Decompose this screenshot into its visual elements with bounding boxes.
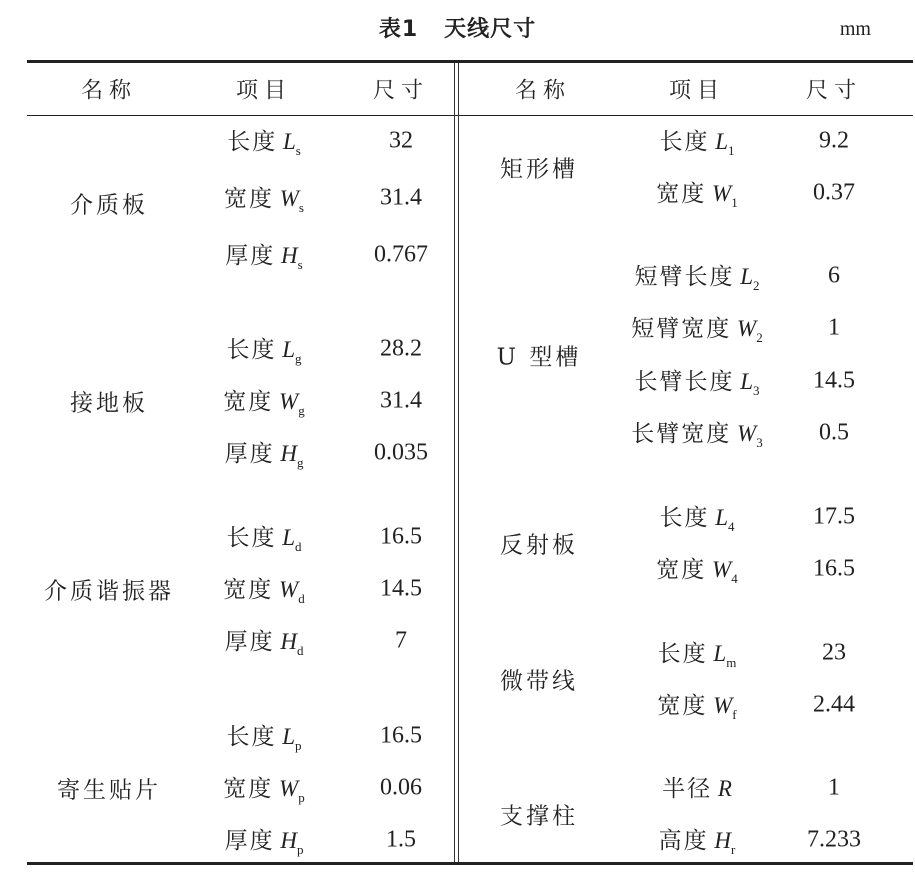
dimension-subscript: d (295, 539, 302, 554)
dimension-symbol: W (706, 181, 732, 206)
dimension-label: 厚度 (224, 441, 275, 467)
dimension-item (631, 415, 762, 451)
dimension-label: 长度 (226, 525, 277, 551)
dimension-label: 高度 (658, 828, 709, 854)
header-size-right: 尺寸 (805, 78, 863, 104)
dimension-value: 31.4 (380, 184, 422, 211)
dimension-value: 14.5 (380, 575, 422, 602)
dimension-item (225, 435, 304, 471)
dimension-value: 17.5 (813, 503, 855, 530)
dimension-item (225, 822, 304, 858)
dimension-subscript: d (298, 591, 305, 606)
dimension-subscript: 2 (753, 278, 760, 293)
dimension-label: 短臂宽度 (631, 316, 732, 342)
dimension-symbol: L (276, 337, 296, 362)
dimension-item (656, 175, 737, 211)
dimension-value: 0.06 (380, 774, 422, 801)
dimension-item (659, 123, 734, 159)
dimension-label: 厚度 (224, 629, 275, 655)
dimension-symbol: L (277, 129, 296, 154)
dimension-value: 0.37 (813, 179, 855, 206)
dimension-subscript: d (296, 643, 304, 658)
dimension-value: 31.4 (380, 387, 422, 414)
dimension-value: 1 (828, 314, 840, 341)
dimension-subscript: g (296, 455, 304, 470)
dimension-symbol: L (709, 505, 729, 530)
dimension-item (662, 770, 732, 806)
dimension-value: 6 (828, 262, 840, 289)
group-name: 支撑柱 (500, 803, 578, 830)
dimension-label: 厚度 (224, 828, 275, 854)
dimension-symbol: L (734, 369, 754, 394)
header-size-left: 尺寸 (372, 78, 430, 104)
dimension-label: 长度 (657, 641, 708, 667)
dimension-symbol: L (276, 525, 296, 550)
dimension-subscript: 2 (756, 330, 763, 345)
top-rule (27, 60, 913, 63)
dimension-value: 0.5 (819, 419, 849, 446)
dimension-value: 7 (395, 627, 407, 654)
group-name: 寄生贴片 (57, 777, 161, 804)
dimension-subscript: f (732, 707, 737, 722)
dimension-item (656, 551, 737, 587)
dimension-subscript: s (295, 143, 301, 158)
dimension-symbol: W (731, 316, 757, 341)
dimension-value: 16.5 (380, 523, 422, 550)
dimension-symbol: W (706, 557, 732, 582)
dimension-item (226, 519, 301, 555)
dimension-label: 厚度 (225, 243, 276, 269)
dimension-symbol: H (274, 828, 297, 853)
dimension-label: 半径 (662, 776, 713, 802)
unit-label: mm (839, 18, 871, 40)
dimension-item (227, 123, 301, 159)
dimension-value: 28.2 (380, 335, 422, 362)
dimension-subscript: s (297, 257, 303, 272)
dimension-subscript: g (298, 403, 305, 418)
dimension-item (634, 258, 759, 294)
dimension-symbol: W (273, 776, 299, 801)
dimension-symbol: L (734, 264, 754, 289)
dimension-value: 0.767 (374, 241, 428, 268)
dimension-item (634, 363, 759, 399)
dimension-item (223, 383, 304, 419)
dimension-item (659, 499, 734, 535)
dimension-item (657, 687, 736, 723)
group-name: 介质谐振器 (44, 578, 174, 605)
dimension-symbol: W (273, 389, 299, 414)
dimension-symbol: W (274, 186, 299, 211)
dimension-subscript: p (295, 738, 302, 753)
dimension-symbol: H (708, 828, 732, 853)
dimension-subscript: 1 (728, 143, 735, 158)
dimension-subscript: g (295, 351, 302, 366)
dimension-symbol: H (274, 629, 297, 654)
dimension-value: 1.5 (386, 826, 416, 853)
dimension-label: 宽度 (223, 577, 274, 603)
dimension-subscript: m (726, 655, 737, 670)
group-name: U 型槽 (496, 344, 582, 371)
dimension-item (631, 310, 762, 346)
dimension-label: 长度 (226, 724, 277, 750)
dimension-label: 长臂宽度 (631, 421, 732, 447)
dimension-label: 短臂长度 (634, 264, 735, 290)
dimension-symbol: L (707, 641, 727, 666)
dimension-value: 2.44 (813, 691, 855, 718)
dimension-item (659, 822, 736, 858)
dimension-label: 长臂长度 (634, 369, 735, 395)
dimension-value: 7.233 (807, 826, 861, 853)
dimension-subscript: p (296, 842, 304, 857)
header-name-left: 名称 (80, 78, 138, 104)
table-caption (0, 12, 915, 43)
dimension-label: 长度 (226, 337, 277, 363)
dimension-subscript: 4 (728, 519, 735, 534)
dimension-item (223, 770, 304, 806)
group-name: 接地板 (70, 390, 148, 417)
dimension-item (658, 635, 737, 671)
group-name: 矩形槽 (500, 156, 578, 183)
table-title: 天线尺寸 (444, 17, 537, 42)
dimension-subscript: 1 (731, 195, 738, 210)
group-name: 介质板 (70, 192, 148, 219)
dimension-item (225, 237, 302, 273)
dimension-label: 宽度 (656, 181, 707, 207)
dimension-value: 0.035 (374, 439, 428, 466)
dimension-symbol: W (707, 693, 733, 718)
dimension-subscript: r (731, 842, 736, 857)
dimension-symbol: W (731, 421, 757, 446)
header-name-right: 名称 (514, 78, 572, 104)
dimension-item (225, 623, 304, 659)
bottom-rule (27, 862, 913, 865)
dimension-value: 16.5 (813, 555, 855, 582)
dimension-label: 宽度 (224, 186, 275, 212)
dimension-label: 宽度 (223, 389, 274, 415)
dimension-label: 长度 (227, 129, 278, 155)
dimension-subscript: p (298, 790, 305, 805)
dimension-value: 1 (828, 774, 840, 801)
dimension-symbol: W (273, 577, 299, 602)
dimension-item (226, 718, 301, 754)
dimension-value: 16.5 (380, 722, 422, 749)
dimension-label: 长度 (659, 505, 710, 531)
dimension-item (226, 331, 301, 367)
dimension-subscript: 4 (731, 571, 738, 586)
table-number: 表1 (378, 17, 419, 42)
dimension-label: 宽度 (657, 693, 708, 719)
dimension-label: 宽度 (223, 776, 274, 802)
dimension-item (223, 571, 304, 607)
header-rule (27, 115, 913, 116)
header-item-right: 项目 (668, 78, 726, 104)
dimension-subscript: 3 (753, 383, 760, 398)
dimension-symbol: R (712, 776, 732, 801)
dimension-symbol: H (274, 441, 297, 466)
dimension-item (224, 180, 304, 216)
dimension-label: 长度 (659, 129, 710, 155)
column-divider-a (454, 63, 455, 862)
dimension-value: 9.2 (819, 127, 849, 154)
dimension-label: 宽度 (656, 557, 707, 583)
dimension-value: 32 (389, 127, 413, 154)
dimension-subscript: s (298, 200, 304, 215)
dimension-subscript: 3 (756, 435, 763, 450)
group-name: 微带线 (500, 668, 578, 695)
header-item-left: 项目 (235, 78, 293, 104)
dimension-value: 23 (822, 639, 846, 666)
dimension-symbol: L (276, 724, 296, 749)
dimension-symbol: L (709, 129, 729, 154)
dimension-symbol: H (275, 243, 298, 268)
group-name: 反射板 (500, 532, 578, 559)
dimension-value: 14.5 (813, 367, 855, 394)
column-divider-b (458, 63, 459, 862)
